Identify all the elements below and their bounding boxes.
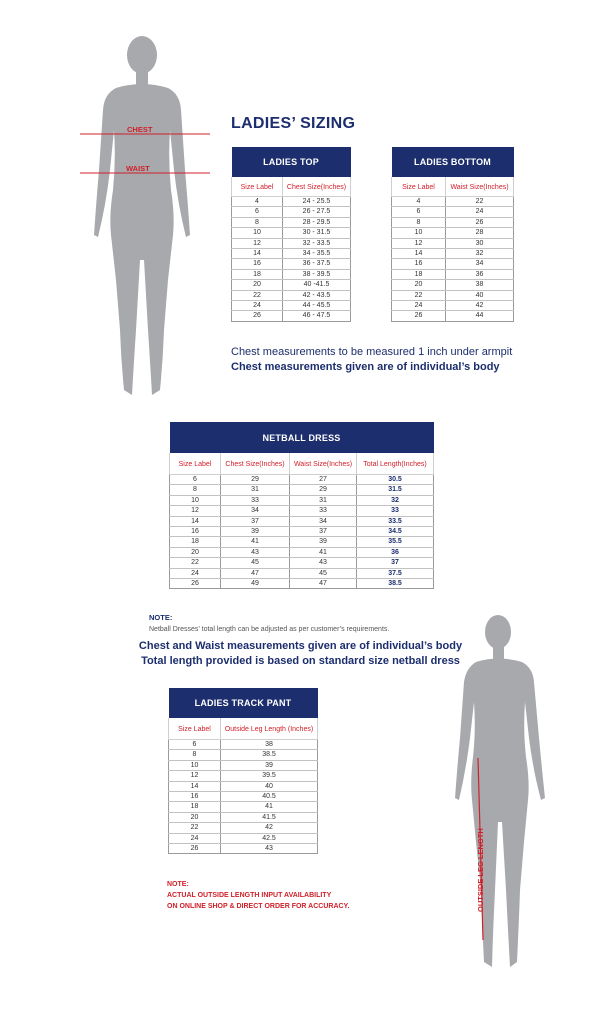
netball-length-note: Total length provided is based on standard size netball dress bbox=[141, 655, 460, 667]
table-row bbox=[169, 760, 318, 770]
table-cell: 46 - 47.5 bbox=[283, 311, 351, 321]
table-cell: 14 bbox=[392, 249, 446, 259]
table-cell: 49 bbox=[221, 579, 290, 589]
table-cell: 30 bbox=[446, 238, 514, 248]
table-row bbox=[232, 290, 351, 300]
table-row bbox=[232, 301, 351, 311]
netball-dress-body bbox=[170, 475, 434, 589]
table-row bbox=[392, 207, 514, 217]
table-row bbox=[169, 802, 318, 812]
chest-label: CHEST bbox=[127, 125, 153, 134]
table-cell: 27 bbox=[290, 475, 357, 485]
table-cell: 18 bbox=[232, 269, 283, 279]
table-cell: 10 bbox=[392, 228, 446, 238]
ladies-bottom-title: LADIES BOTTOM bbox=[392, 147, 514, 177]
table-row bbox=[170, 506, 434, 516]
table-cell: 40.5 bbox=[221, 792, 318, 802]
column-header: Size Label bbox=[170, 453, 221, 475]
table-row bbox=[170, 568, 434, 578]
column-header: Waist Size(Inches) bbox=[446, 177, 514, 197]
table-cell: 34 bbox=[290, 516, 357, 526]
table-row bbox=[169, 792, 318, 802]
table-cell: 42 bbox=[221, 823, 318, 833]
table-cell: 43 bbox=[290, 558, 357, 568]
table-cell: 36 bbox=[446, 269, 514, 279]
table-cell: 43 bbox=[221, 844, 318, 854]
chest-measure-note: Chest measurements to be measured 1 inch under armpit bbox=[231, 346, 513, 358]
female-figure-front-icon bbox=[60, 30, 220, 405]
table-row bbox=[232, 207, 351, 217]
table-cell: 38.5 bbox=[221, 750, 318, 760]
chest-body-note: Chest measurements given are of individual’s body bbox=[231, 361, 500, 373]
table-row bbox=[170, 485, 434, 495]
table-cell: 42 bbox=[446, 301, 514, 311]
table-cell: 31 bbox=[221, 485, 290, 495]
table-cell: 20 bbox=[169, 812, 221, 822]
table-cell: 40 bbox=[221, 781, 318, 791]
table-cell: 32 - 33.5 bbox=[283, 238, 351, 248]
table-cell: 8 bbox=[232, 217, 283, 227]
table-cell: 39.5 bbox=[221, 771, 318, 781]
table-row bbox=[170, 579, 434, 589]
table-cell: 37 bbox=[357, 558, 434, 568]
table-cell: 22 bbox=[392, 290, 446, 300]
table-cell: 18 bbox=[392, 269, 446, 279]
track-note-heading: NOTE: bbox=[167, 881, 189, 888]
table-cell: 22 bbox=[170, 558, 221, 568]
table-row bbox=[170, 547, 434, 557]
ladies-top-title: LADIES TOP bbox=[232, 147, 351, 177]
table-cell: 35.5 bbox=[357, 537, 434, 547]
table-row bbox=[232, 280, 351, 290]
table-cell: 34.5 bbox=[357, 527, 434, 537]
track-note-line1: ACTUAL OUTSIDE LENGTH INPUT AVAILABILITY bbox=[167, 892, 332, 899]
table-cell: 6 bbox=[392, 207, 446, 217]
table-cell: 40 bbox=[446, 290, 514, 300]
column-header: Size Label bbox=[169, 718, 221, 740]
track-pant-note bbox=[167, 879, 349, 912]
table-cell: 26 bbox=[232, 311, 283, 321]
table-row bbox=[170, 558, 434, 568]
table-cell: 28 - 29.5 bbox=[283, 217, 351, 227]
table-cell: 32 bbox=[446, 249, 514, 259]
table-cell: 37.5 bbox=[357, 568, 434, 578]
ladies-top-table bbox=[231, 147, 351, 322]
table-cell: 26 bbox=[169, 844, 221, 854]
table-cell: 14 bbox=[170, 516, 221, 526]
table-cell: 32 bbox=[357, 495, 434, 505]
column-header: Size Label bbox=[232, 177, 283, 197]
table-cell: 16 bbox=[169, 792, 221, 802]
table-cell: 10 bbox=[232, 228, 283, 238]
table-row bbox=[232, 217, 351, 227]
table-row bbox=[232, 197, 351, 207]
table-row bbox=[392, 269, 514, 279]
table-cell: 12 bbox=[232, 238, 283, 248]
waist-label: WAIST bbox=[126, 164, 150, 173]
table-row bbox=[232, 238, 351, 248]
table-row bbox=[169, 740, 318, 750]
table-row bbox=[169, 812, 318, 822]
table-cell: 20 bbox=[170, 547, 221, 557]
table-row bbox=[392, 228, 514, 238]
outside-leg-label: OUTSIDE LEG LENGTH bbox=[476, 828, 485, 912]
table-cell: 34 bbox=[446, 259, 514, 269]
table-cell: 43 bbox=[221, 547, 290, 557]
table-cell: 6 bbox=[169, 740, 221, 750]
table-cell: 44 bbox=[446, 311, 514, 321]
column-header: Total Length(Inches) bbox=[357, 453, 434, 475]
column-header: Waist Size(Inches) bbox=[290, 453, 357, 475]
table-cell: 41 bbox=[221, 537, 290, 547]
page-title: LADIES’ SIZING bbox=[231, 115, 356, 132]
table-row bbox=[232, 228, 351, 238]
table-cell: 24 bbox=[392, 301, 446, 311]
table-row bbox=[392, 197, 514, 207]
table-cell: 20 bbox=[392, 280, 446, 290]
table-cell: 16 bbox=[170, 527, 221, 537]
table-cell: 24 bbox=[170, 568, 221, 578]
table-row bbox=[232, 259, 351, 269]
ladies-bottom-table bbox=[391, 147, 514, 322]
table-row bbox=[170, 495, 434, 505]
table-cell: 26 bbox=[446, 217, 514, 227]
track-pant-title: LADIES TRACK PANT bbox=[169, 688, 318, 718]
table-cell: 38 bbox=[221, 740, 318, 750]
column-header: Outside Leg Length (Inches) bbox=[221, 718, 318, 740]
table-cell: 34 bbox=[221, 506, 290, 516]
table-cell: 8 bbox=[169, 750, 221, 760]
table-cell: 39 bbox=[221, 527, 290, 537]
table-cell: 33 bbox=[290, 506, 357, 516]
table-row bbox=[169, 833, 318, 843]
table-cell: 18 bbox=[170, 537, 221, 547]
table-cell: 26 - 27.5 bbox=[283, 207, 351, 217]
table-cell: 24 - 25.5 bbox=[283, 197, 351, 207]
column-header: Size Label bbox=[392, 177, 446, 197]
table-cell: 36 - 37.5 bbox=[283, 259, 351, 269]
table-cell: 22 bbox=[446, 197, 514, 207]
table-cell: 37 bbox=[221, 516, 290, 526]
table-cell: 34 - 35.5 bbox=[283, 249, 351, 259]
table-cell: 31 bbox=[290, 495, 357, 505]
table-row bbox=[169, 771, 318, 781]
track-note-line2: ON ONLINE SHOP & DIRECT ORDER FOR ACCURACY. bbox=[167, 903, 350, 910]
table-cell: 26 bbox=[392, 311, 446, 321]
netball-dress-table bbox=[169, 422, 434, 589]
table-cell: 47 bbox=[221, 568, 290, 578]
table-cell: 30.5 bbox=[357, 475, 434, 485]
column-header: Chest Size(Inches) bbox=[221, 453, 290, 475]
table-cell: 22 bbox=[169, 823, 221, 833]
table-cell: 26 bbox=[170, 579, 221, 589]
table-cell: 47 bbox=[290, 579, 357, 589]
column-header: Chest Size(Inches) bbox=[283, 177, 351, 197]
table-cell: 4 bbox=[392, 197, 446, 207]
table-cell: 6 bbox=[170, 475, 221, 485]
table-cell: 41 bbox=[290, 547, 357, 557]
table-row bbox=[169, 781, 318, 791]
ladies-bottom-body bbox=[392, 197, 514, 322]
table-cell: 28 bbox=[446, 228, 514, 238]
table-cell: 39 bbox=[221, 760, 318, 770]
track-pant-table bbox=[168, 688, 318, 854]
table-row bbox=[392, 311, 514, 321]
table-cell: 12 bbox=[392, 238, 446, 248]
table-cell: 41 bbox=[221, 802, 318, 812]
table-cell: 39 bbox=[290, 537, 357, 547]
table-cell: 33.5 bbox=[357, 516, 434, 526]
table-cell: 41.5 bbox=[221, 812, 318, 822]
table-cell: 18 bbox=[169, 802, 221, 812]
table-cell: 8 bbox=[170, 485, 221, 495]
table-row bbox=[170, 475, 434, 485]
table-cell: 45 bbox=[221, 558, 290, 568]
table-row bbox=[392, 280, 514, 290]
table-cell: 14 bbox=[169, 781, 221, 791]
table-cell: 24 bbox=[169, 833, 221, 843]
table-cell: 22 bbox=[232, 290, 283, 300]
table-cell: 30 - 31.5 bbox=[283, 228, 351, 238]
table-cell: 24 bbox=[232, 301, 283, 311]
table-cell: 33 bbox=[221, 495, 290, 505]
netball-note-text: Netball Dresses’ total length can be adjusted as per customer’s requirements. bbox=[149, 626, 390, 633]
table-cell: 16 bbox=[232, 259, 283, 269]
table-cell: 4 bbox=[232, 197, 283, 207]
table-cell: 8 bbox=[392, 217, 446, 227]
table-row bbox=[169, 823, 318, 833]
table-cell: 10 bbox=[170, 495, 221, 505]
table-row bbox=[392, 217, 514, 227]
table-cell: 12 bbox=[170, 506, 221, 516]
table-row bbox=[169, 750, 318, 760]
table-cell: 29 bbox=[221, 475, 290, 485]
netball-measure-note: Chest and Waist measurements given are of individual’s body bbox=[138, 640, 463, 652]
table-cell: 38 - 39.5 bbox=[283, 269, 351, 279]
table-row bbox=[170, 516, 434, 526]
ladies-top-body bbox=[232, 197, 351, 322]
table-cell: 12 bbox=[169, 771, 221, 781]
table-row bbox=[170, 527, 434, 537]
table-row bbox=[232, 269, 351, 279]
table-row bbox=[392, 249, 514, 259]
table-cell: 40 -41.5 bbox=[283, 280, 351, 290]
table-row bbox=[392, 259, 514, 269]
table-cell: 38 bbox=[446, 280, 514, 290]
table-row bbox=[169, 844, 318, 854]
table-cell: 20 bbox=[232, 280, 283, 290]
table-row bbox=[392, 301, 514, 311]
table-cell: 24 bbox=[446, 207, 514, 217]
table-cell: 37 bbox=[290, 527, 357, 537]
table-cell: 36 bbox=[357, 547, 434, 557]
table-cell: 29 bbox=[290, 485, 357, 495]
track-pant-body bbox=[169, 740, 318, 854]
netball-note-heading: NOTE: bbox=[149, 613, 173, 622]
female-figure-side-icon bbox=[440, 610, 570, 980]
table-cell: 42.5 bbox=[221, 833, 318, 843]
table-cell: 44 - 45.5 bbox=[283, 301, 351, 311]
table-cell: 10 bbox=[169, 760, 221, 770]
table-cell: 14 bbox=[232, 249, 283, 259]
table-row bbox=[392, 290, 514, 300]
table-row bbox=[232, 249, 351, 259]
table-cell: 16 bbox=[392, 259, 446, 269]
table-cell: 42 - 43.5 bbox=[283, 290, 351, 300]
table-cell: 6 bbox=[232, 207, 283, 217]
table-cell: 31.5 bbox=[357, 485, 434, 495]
table-row bbox=[170, 537, 434, 547]
table-cell: 45 bbox=[290, 568, 357, 578]
netball-dress-title: NETBALL DRESS bbox=[170, 422, 434, 453]
table-cell: 33 bbox=[357, 506, 434, 516]
table-cell: 38.5 bbox=[357, 579, 434, 589]
table-row bbox=[392, 238, 514, 248]
table-row bbox=[232, 311, 351, 321]
